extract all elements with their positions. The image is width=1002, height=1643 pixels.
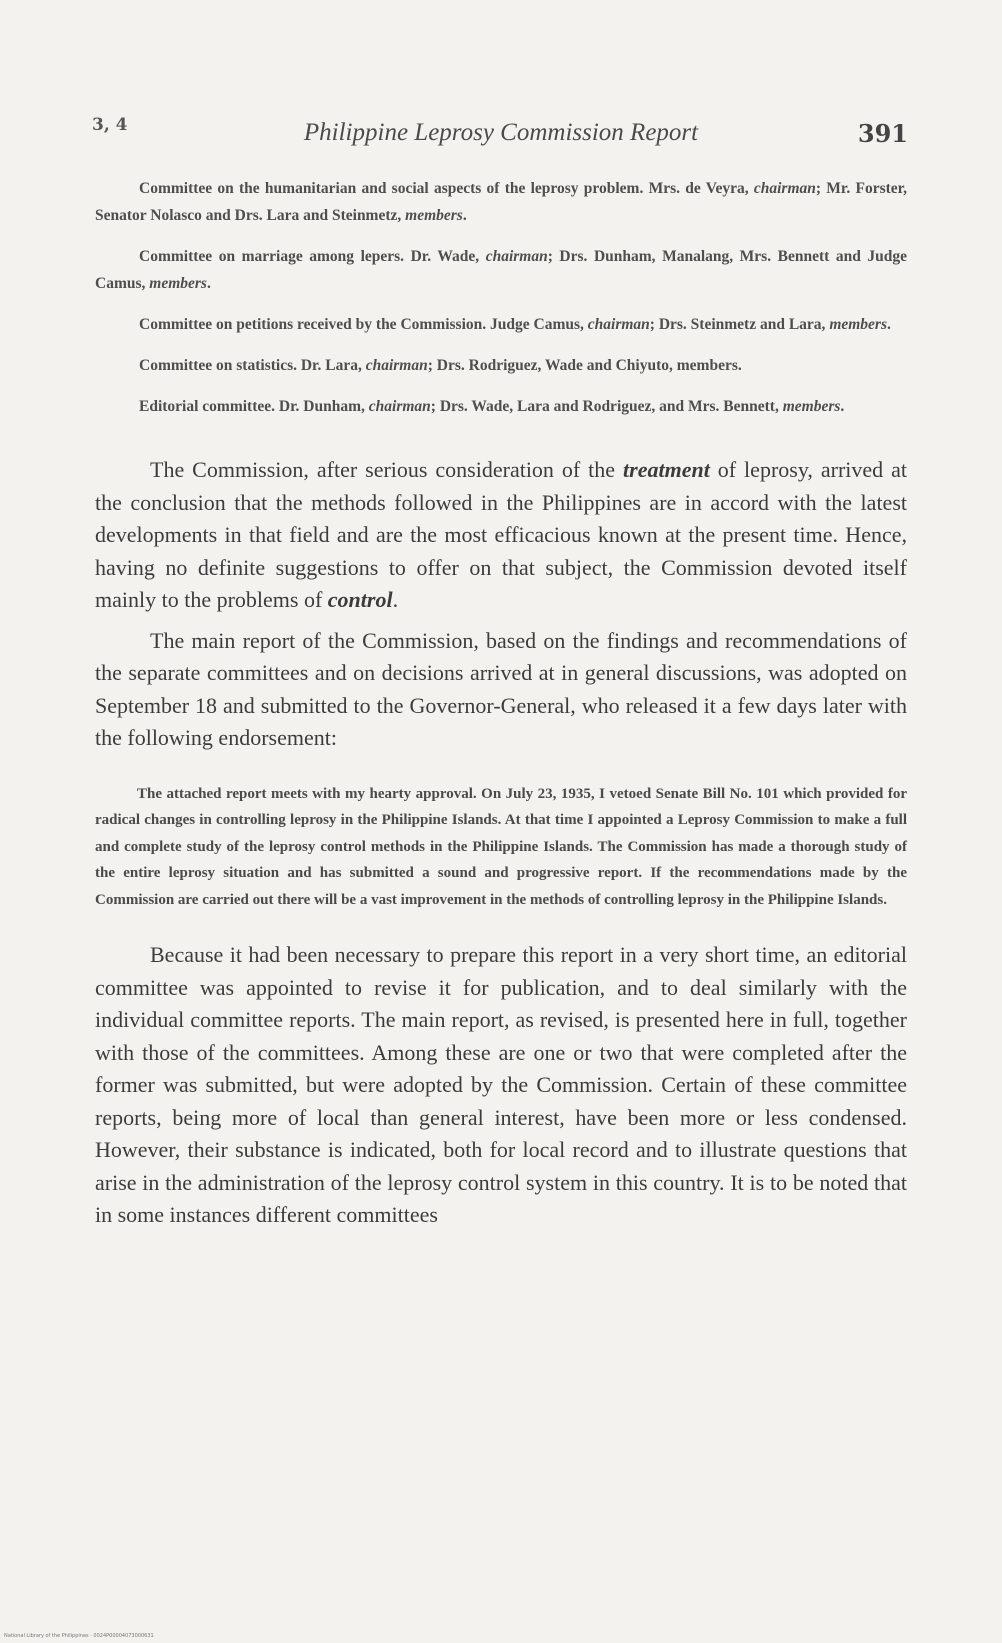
page-header [92, 115, 910, 155]
committee-entry: Committee on the humanitarian and social aspects of the leprosy problem. Mrs. de Veyra, chairman; Mr. Forster, Senator Nolasco and Drs. Lara and Steinmetz, members. [95, 180, 907, 224]
scan-footer: National Library of the Philippines · 0024P00004073000631 [4, 1633, 154, 1639]
paragraph-main-report: The main report of the Commission, based on the findings and recommendations of the separate committees and on decisions arrived at in general discussions, was adopted on September 18 and submitted to the Governor-General, who released it a few days later with the following endorsement: [95, 627, 907, 750]
page-number: 391 [857, 119, 908, 148]
endorsement-text: The attached report meets with my hearty approval. On July 23, 1935, I vetoed Senate Bill No. 101 which provided for radical changes in controlling leprosy in the Philippine Islands. At that time I appointed a Leprosy Commission to make a full and complete study of the leprosy control methods in the Philippine Islands. The Commission has made a thorough study of the entire leprosy situation and has submitted a sound and progressive report. If the recommendations made by the Commission are carried out there will be a vast improvement in the methods of controlling leprosy in the Philippine Islands. [95, 785, 907, 908]
paragraph-treatment: The Commission, after serious consideration of the treatment of leprosy, arrived at the conclusion that the methods followed in the Philippines are in accord with the latest developments in that field and are the most efficacious known at the present time. Hence, having no definite suggestions to offer on that subject, the Commission devoted itself mainly to the problems of control. [95, 457, 907, 612]
committee-entry: Committee on marriage among lepers. Dr. Wade, chairman; Drs. Dunham, Manalang, Mrs. Bennett and Judge Camus, members. [95, 248, 907, 292]
committee-list [95, 175, 907, 420]
main-text-continued [95, 939, 907, 1232]
committee-entry: Committee on statistics. Dr. Lara, chairman; Drs. Rodriguez, Wade and Chiyuto, members. [139, 357, 742, 374]
paragraph-editorial: Because it had been necessary to prepare this report in a very short time, an editorial committee was appointed to revise it for publication, and to deal similarly with the individual committee reports. The main report, as revised, is presented here in full, together with those of the committees. Among these are one or two that were completed after the former was submitted, but were adopted by the Commission. Certain of these committee reports, being more of local than general interest, have been more or less condensed. However, their substance is indicated, both for local record and to illustrate questions that arise in the administration of the leprosy control system in this country. It is to be noted that in some instances different committees [95, 942, 907, 1227]
committee-entry: Editorial committee. Dr. Dunham, chairman; Drs. Wade, Lara and Rodriguez, and Mrs. Bennett, members. [139, 398, 845, 415]
page-body [95, 175, 907, 1240]
running-title: Philippine Leprosy Commission Report [303, 119, 699, 146]
endorsement-quote [95, 781, 907, 914]
main-text [95, 454, 907, 755]
volume-issue: 3, 4 [92, 115, 128, 135]
committee-entry: Committee on petitions received by the Commission. Judge Camus, chairman; Drs. Steinmetz and Lara, members. [139, 316, 891, 333]
